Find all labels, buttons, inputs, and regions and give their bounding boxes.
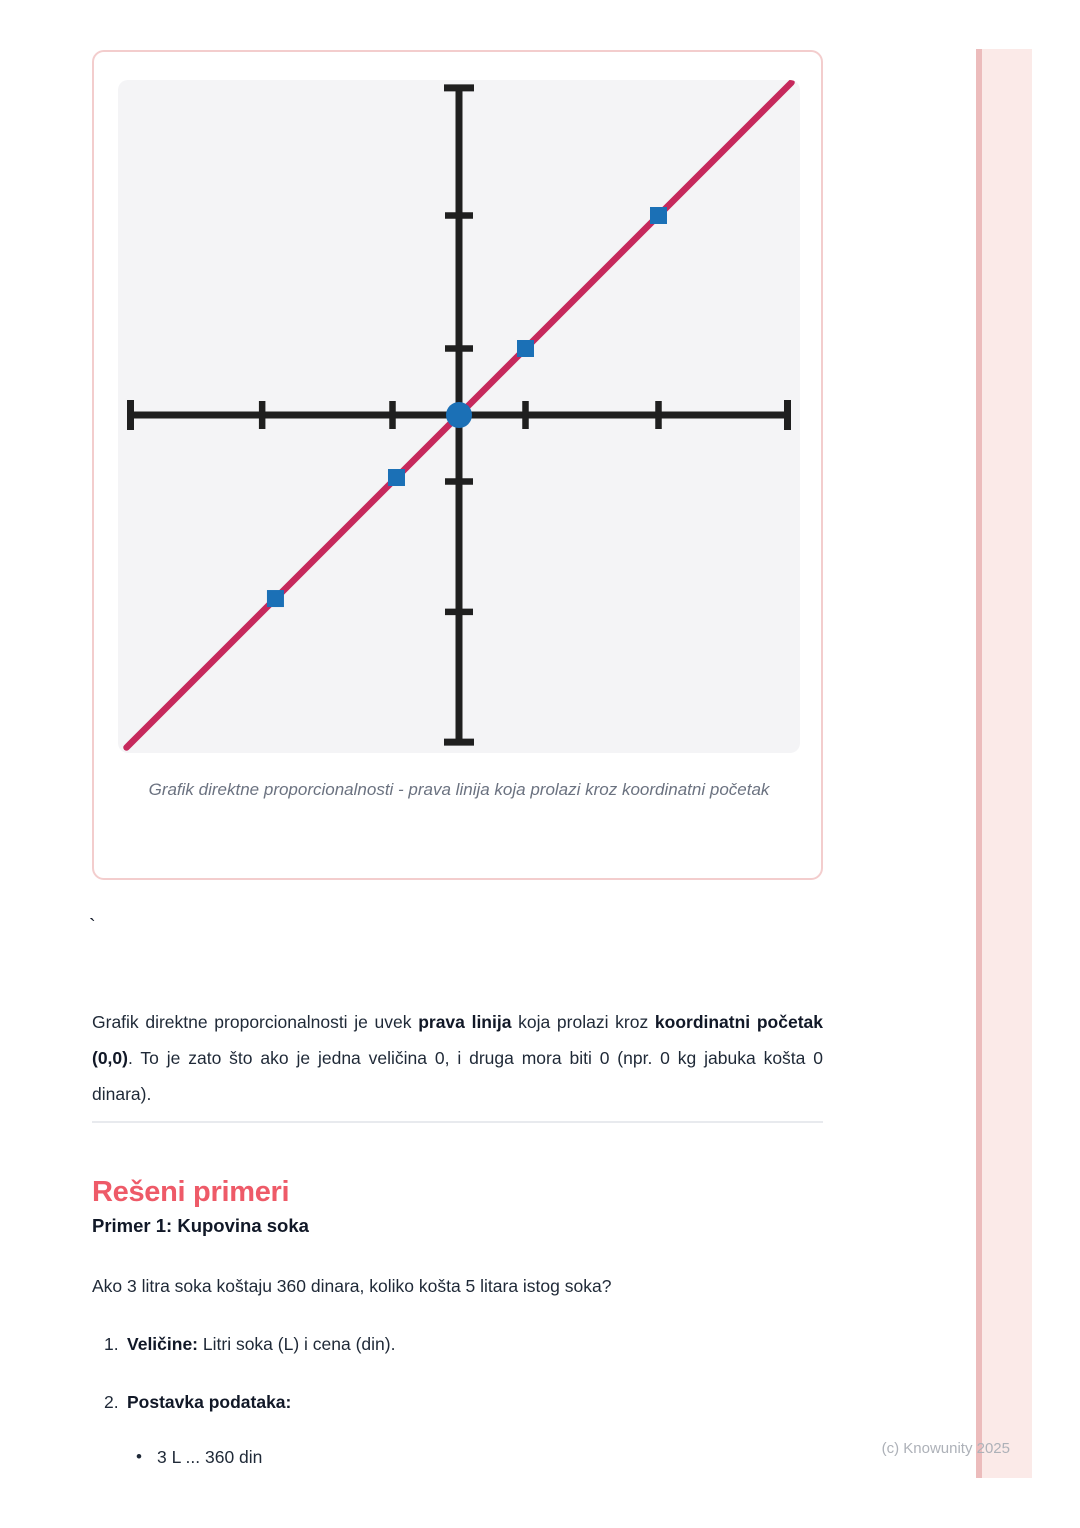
watermark: (c) Knowunity 2025: [881, 1440, 1010, 1457]
paragraph-text: . To je zato što ako je jedna veličina 0, i druga mora biti 0 (npr. 0 kg jabuka košta 0 dinara).: [92, 1047, 823, 1104]
steps-list: [104, 1331, 814, 1415]
step-item: [104, 1331, 814, 1357]
graph-plot-area: [118, 80, 800, 753]
section-heading: Rešeni primeri: [92, 1176, 290, 1209]
right-accent-band: [982, 49, 1032, 1478]
bullet-item: [136, 1444, 736, 1470]
step-content: [127, 1331, 395, 1357]
example-title: Primer 1: Kupovina soka: [92, 1215, 309, 1236]
step-label: Postavka podataka:: [127, 1392, 292, 1412]
bullet-list: [136, 1444, 736, 1470]
figure-card: [92, 50, 823, 880]
paragraph-text: Grafik direktne proporcionalnosti je uvek: [92, 1011, 419, 1032]
stray-backtick: `: [89, 916, 96, 938]
step-item: [104, 1389, 814, 1415]
figure-caption: Grafik direktne proporcionalnosti - prava linija koja prolazi kroz koordinatni početak: [148, 780, 770, 799]
proportionality-graph: [118, 80, 800, 753]
paragraph-text: koja prolazi kroz: [511, 1011, 655, 1032]
step-content: [127, 1389, 291, 1415]
step-text: Litri soka (L) i cena (din).: [198, 1334, 396, 1354]
example-question: Ako 3 litra soka koštaju 360 dinara, koliko košta 5 litara istog soka?: [92, 1276, 612, 1296]
bullet-marker: •: [136, 1447, 142, 1466]
right-accent-band-stripe: [976, 49, 982, 1478]
step-number: 2.: [104, 1392, 119, 1412]
paragraph-bold: prava linija: [418, 1011, 512, 1032]
body-paragraph: [92, 1004, 823, 1112]
step-label: Veličine:: [127, 1334, 199, 1354]
paragraph-bold: koordinatni početak (0,0): [92, 1011, 823, 1068]
step-number: 1.: [104, 1334, 119, 1354]
bullet-text: 3 L ... 360 din: [157, 1447, 263, 1467]
section-divider: [92, 1121, 823, 1123]
